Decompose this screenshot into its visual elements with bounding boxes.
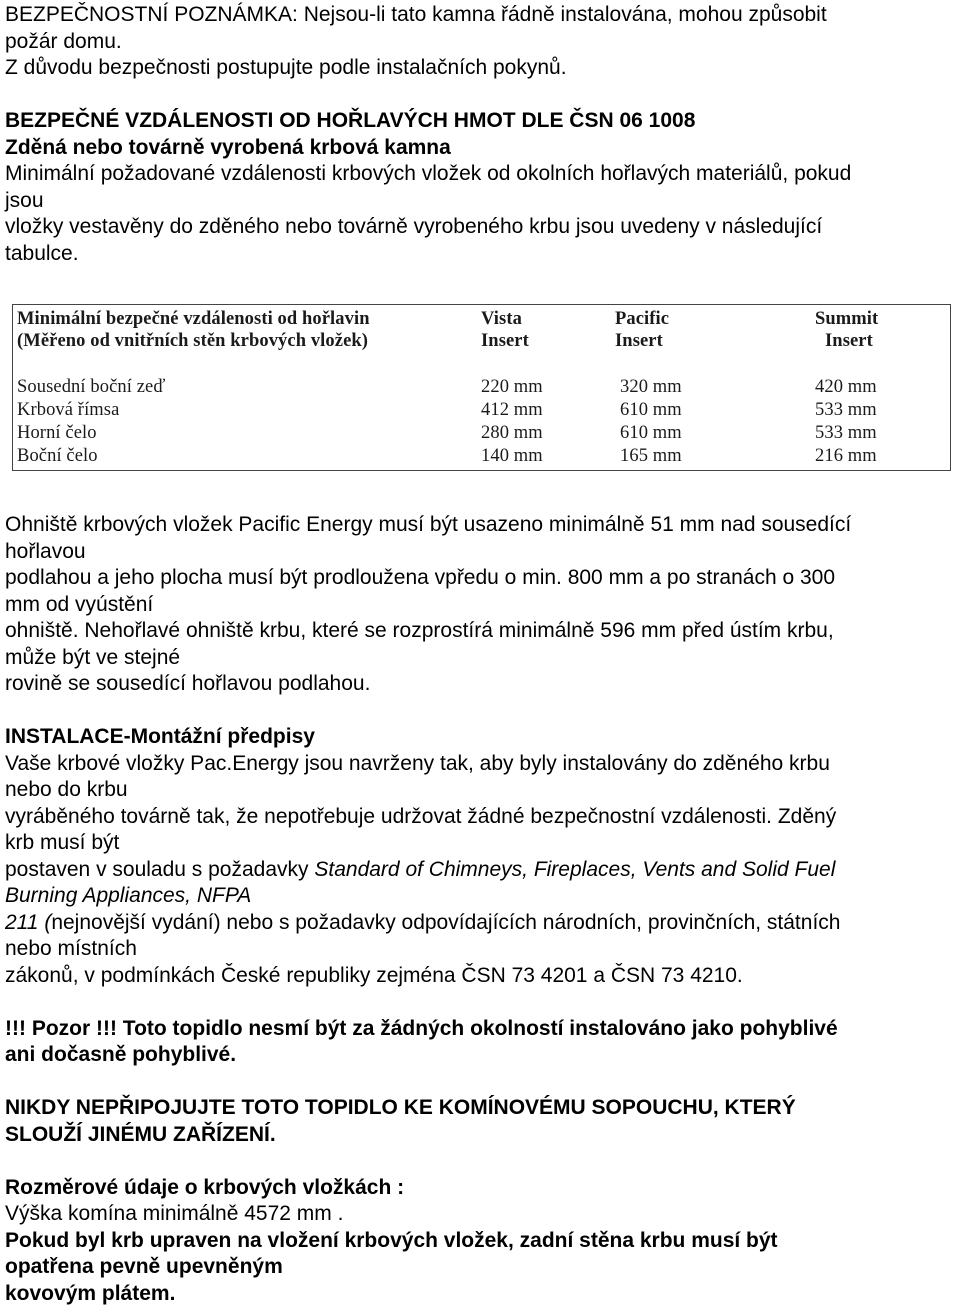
row-value: 220 mm <box>481 377 543 397</box>
install-line-5a: postaven v souladu s požadavky <box>5 857 315 881</box>
distances-text-1: Minimální požadované vzdálenosti krbových vložek od okolních hořlavých materiálů, pokud <box>5 162 852 185</box>
row-label: Horní čelo <box>17 423 97 443</box>
dimensions-line-3: opatřena pevně upevněným <box>5 1255 283 1278</box>
dimensions-heading: Rozměrové údaje o krbových vložkách : <box>5 1175 405 1199</box>
row-value: 165 mm <box>620 446 682 466</box>
table-header-label-1: Minimální bezpečné vzdálenosti od hořlavin <box>17 309 370 329</box>
warning-line-4: SLOUŽÍ JINÉMU ZAŘÍZENÍ. <box>5 1122 276 1146</box>
dimensions-line-2: Pokud byl krb upraven na vložení krbových vložek, zadní stěna krbu musí být <box>5 1228 778 1252</box>
install-line-2: nebo do krbu <box>5 778 128 801</box>
hearth-line-5: ohniště. Nehořlavé ohniště krbu, které se rozprostírá minimálně 596 mm před ústím krbu, <box>5 619 834 642</box>
safety-note-line-2: požár domu. <box>5 29 122 53</box>
row-value: 610 mm <box>620 423 682 443</box>
install-line-9: zákonů, v podmínkách České republiky zejména ČSN 73 4201 a ČSN 73 4210. <box>5 963 743 987</box>
col-summit-sub: Insert <box>825 331 873 351</box>
row-value: 320 mm <box>620 377 682 397</box>
row-value: 533 mm <box>815 423 877 443</box>
warning-line-2: ani dočasně pohyblivé. <box>5 1043 237 1066</box>
row-value: 420 mm <box>815 377 877 397</box>
col-pacific-name: Pacific <box>615 309 670 329</box>
install-line-3: vyráběného továrně tak, že nepotřebuje udržovat žádné bezpečnostní vzdálenosti. Zděný <box>5 804 837 828</box>
hearth-line-6: může být ve stejné <box>5 645 181 669</box>
distances-heading: BEZPEČNÉ VZDÁLENOSTI OD HOŘLAVÝCH HMOT DLE ČSN 06 1008 <box>5 109 696 132</box>
safety-note-line-1: BEZPEČNOSTNÍ POZNÁMKA: Nejsou-li tato kamna řádně instalována, mohou způsobit <box>5 3 827 26</box>
install-line-8: nebo místních <box>5 937 137 960</box>
safety-note-line-3: Z důvodu bezpečnosti postupujte podle instalačních pokynů. <box>5 56 567 79</box>
install-heading: INSTALACE-Montážní předpisy <box>5 725 315 748</box>
install-line-7a: 211 ( <box>5 910 52 934</box>
row-value: 216 mm <box>815 446 877 466</box>
warning-line-1: !!! Pozor !!! Toto topidlo nesmí být za žádných okolností instalováno jako pohyblivé <box>5 1016 838 1040</box>
install-line-4: krb musí být <box>5 831 120 854</box>
col-pacific-sub: Insert <box>615 331 663 351</box>
install-line-7 <box>5 910 950 937</box>
col-summit-name: Summit <box>815 309 879 329</box>
distances-text-3: vložky vestavěny do zděného nebo továrně vyrobeného krbu jsou uvedeny v následující <box>5 215 823 238</box>
col-vista-sub: Insert <box>481 331 529 351</box>
dimensions-line-4: kovovým plátem. <box>5 1281 176 1305</box>
warning-line-3: NIKDY NEPŘIPOJUJTE TOTO TOPIDLO KE KOMÍNOVÉMU SOPOUCHU, KTERÝ <box>5 1096 796 1119</box>
hearth-line-4: mm od vyústění <box>5 592 154 616</box>
install-line-7b: nejnovější vydání) nebo s požadavky odpovídajících národních, provinčních, státních <box>51 910 841 934</box>
hearth-line-2: hořlavou <box>5 539 86 563</box>
install-line-5 <box>5 857 950 884</box>
row-value: 140 mm <box>481 446 543 466</box>
install-line-6: Burning Appliances, NFPA <box>5 884 252 907</box>
hearth-line-1: Ohniště krbových vložek Pacific Energy musí být usazeno minimálně 51 mm nad sousedící <box>5 513 852 536</box>
install-line-1: Vaše krbové vložky Pac.Energy jsou navrženy tak, aby byly instalovány do zděného krbu <box>5 751 830 775</box>
row-value: 610 mm <box>620 400 682 420</box>
row-value: 412 mm <box>481 400 543 420</box>
row-value: 533 mm <box>815 400 877 420</box>
hearth-line-3: podlahou a jeho plocha musí být prodloužena vpředu o min. 800 mm a po stranách o 300 <box>5 566 836 589</box>
row-value: 280 mm <box>481 423 543 443</box>
table-header-label-2: (Měřeno od vnitřních stěn krbových vložek) <box>17 331 369 351</box>
dimensions-line-1: Výška komína minimálně 4572 mm . <box>5 1202 344 1225</box>
hearth-line-7: rovině se sousedící hořlavou podlahou. <box>5 672 371 695</box>
distances-text-2: jsou <box>5 188 44 212</box>
document-top <box>5 2 950 267</box>
row-label: Sousední boční zeď <box>17 377 166 397</box>
row-label: Boční čelo <box>17 446 98 466</box>
distances-subheading: Zděná nebo továrně vyrobená krbová kamna <box>5 135 451 159</box>
clearance-table <box>12 304 951 471</box>
distances-text-4: tabulce. <box>5 241 79 265</box>
install-line-5b: Standard of Chimneys, Fireplaces, Vents and Solid Fuel <box>314 857 836 881</box>
col-vista-name: Vista <box>481 309 522 329</box>
row-label: Krbová římsa <box>17 400 120 420</box>
document-body <box>5 512 950 1307</box>
